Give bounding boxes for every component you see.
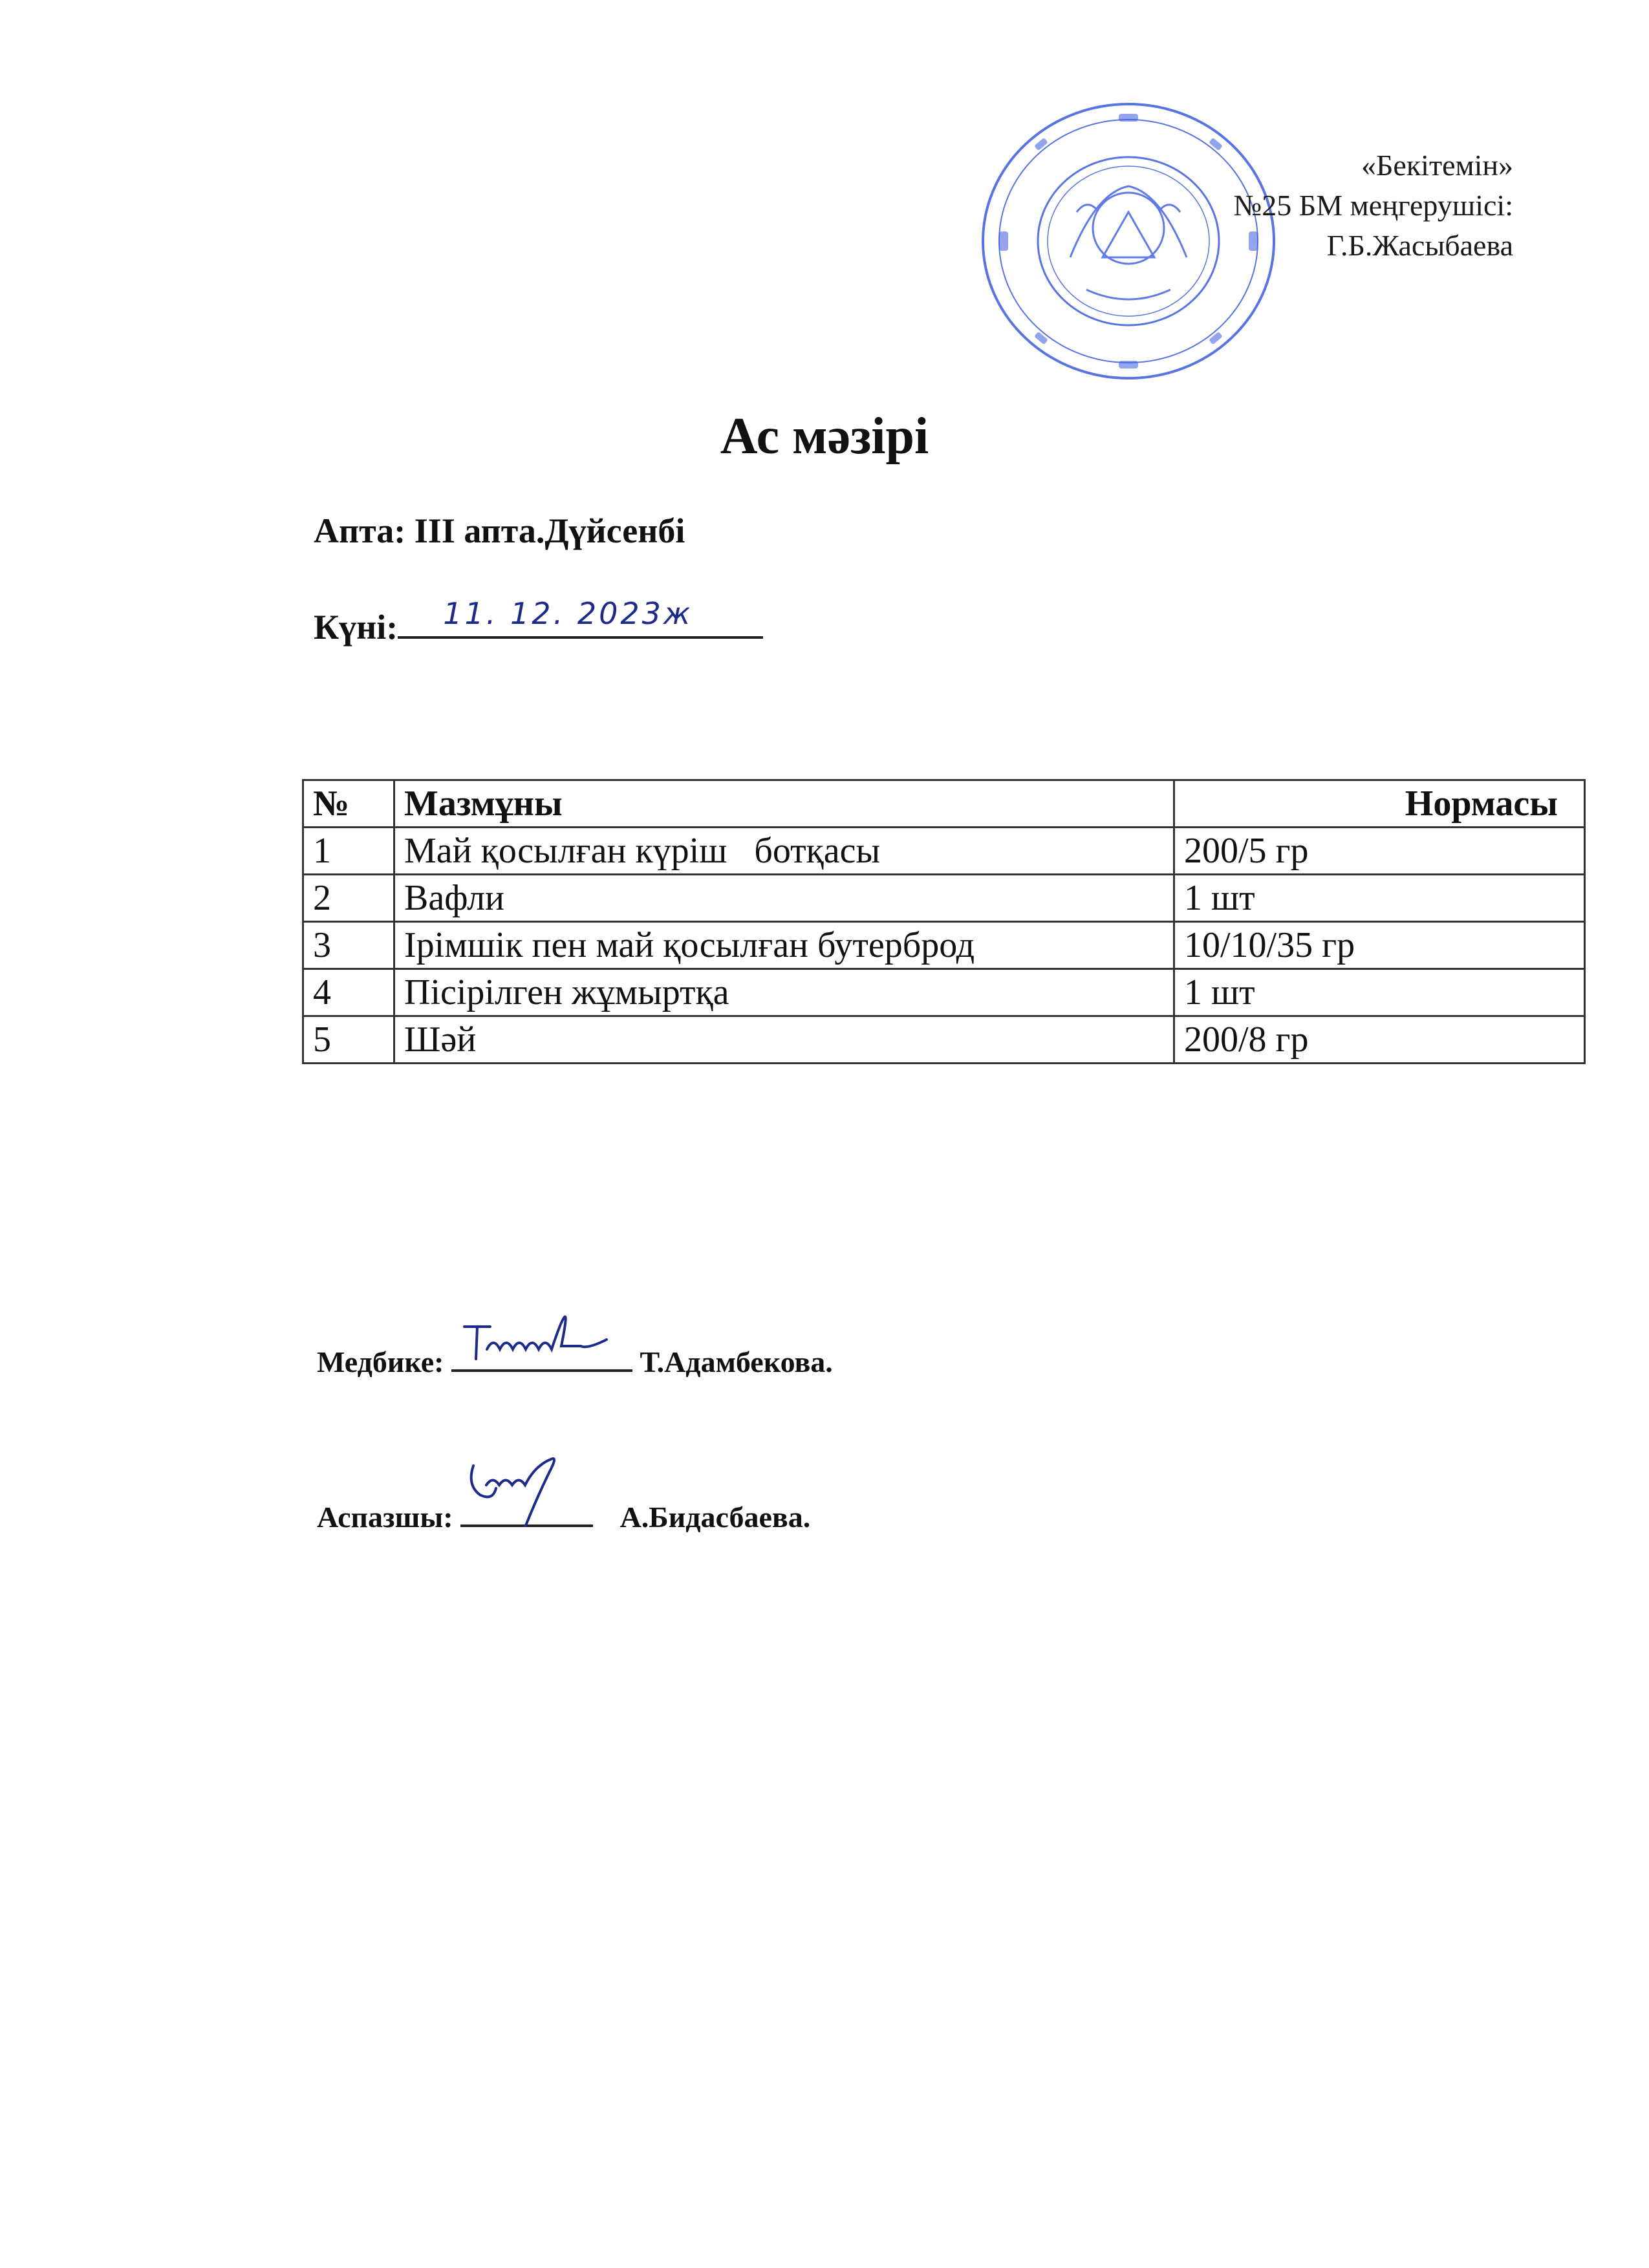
row-num: 3 (303, 922, 394, 969)
table-row (303, 1016, 1585, 1064)
cook-signature-line (317, 1495, 810, 1534)
row-norm: 10/10/35 гр (1174, 922, 1585, 969)
menu-table (302, 779, 1586, 1064)
cook-handwritten-signature (460, 1450, 590, 1527)
date-line (314, 596, 763, 647)
header-content: Мазмұны (394, 780, 1174, 828)
table-header-row (303, 780, 1585, 828)
cook-label: Аспазшы: (317, 1501, 453, 1534)
table-row (303, 828, 1585, 875)
row-num: 4 (303, 969, 394, 1016)
row-norm: 1 шт (1174, 875, 1585, 922)
row-content: Вафли (394, 875, 1174, 922)
approval-position: №25 БМ меңгерушісі: (1233, 189, 1513, 222)
approval-signatory-name: Г.Б.Жасыбаева (1326, 229, 1513, 262)
row-num: 5 (303, 1016, 394, 1064)
row-norm: 1 шт (1174, 969, 1585, 1016)
page-title: Ас мәзірі (720, 408, 929, 465)
row-norm: 200/5 гр (1174, 828, 1585, 875)
row-num: 1 (303, 828, 394, 875)
date-label: Күні: (314, 608, 398, 647)
nurse-name: Т.Адамбекова. (640, 1345, 833, 1378)
row-content: Май қосылған күріш ботқасы (394, 828, 1174, 875)
row-content: Ірімшік пен май қосылған бутерброд (394, 922, 1174, 969)
approval-heading: «Бекітемін» (1361, 149, 1513, 182)
table-row (303, 922, 1585, 969)
row-norm: 200/8 гр (1174, 1016, 1585, 1064)
table-row (303, 969, 1585, 1016)
row-content: Шәй (394, 1016, 1174, 1064)
date-blank (398, 596, 763, 639)
nurse-handwritten-signature (451, 1307, 620, 1372)
nurse-label: Медбике: (317, 1345, 444, 1378)
header-norm: Нормасы (1174, 780, 1585, 828)
nurse-signature-blank (451, 1340, 632, 1372)
cook-name: А.Бидасбаева. (620, 1501, 811, 1534)
approval-block (1099, 145, 1513, 266)
week-label: Апта: ІІІ апта.Дүйсенбі (314, 511, 685, 550)
date-handwritten-value: 11. 12. 2023ж (443, 596, 693, 631)
row-num: 2 (303, 875, 394, 922)
nurse-signature-line (317, 1340, 833, 1379)
cook-signature-blank (460, 1495, 593, 1527)
row-content: Пісірілген жұмыртқа (394, 969, 1174, 1016)
header-num: № (303, 780, 394, 828)
table-row (303, 875, 1585, 922)
